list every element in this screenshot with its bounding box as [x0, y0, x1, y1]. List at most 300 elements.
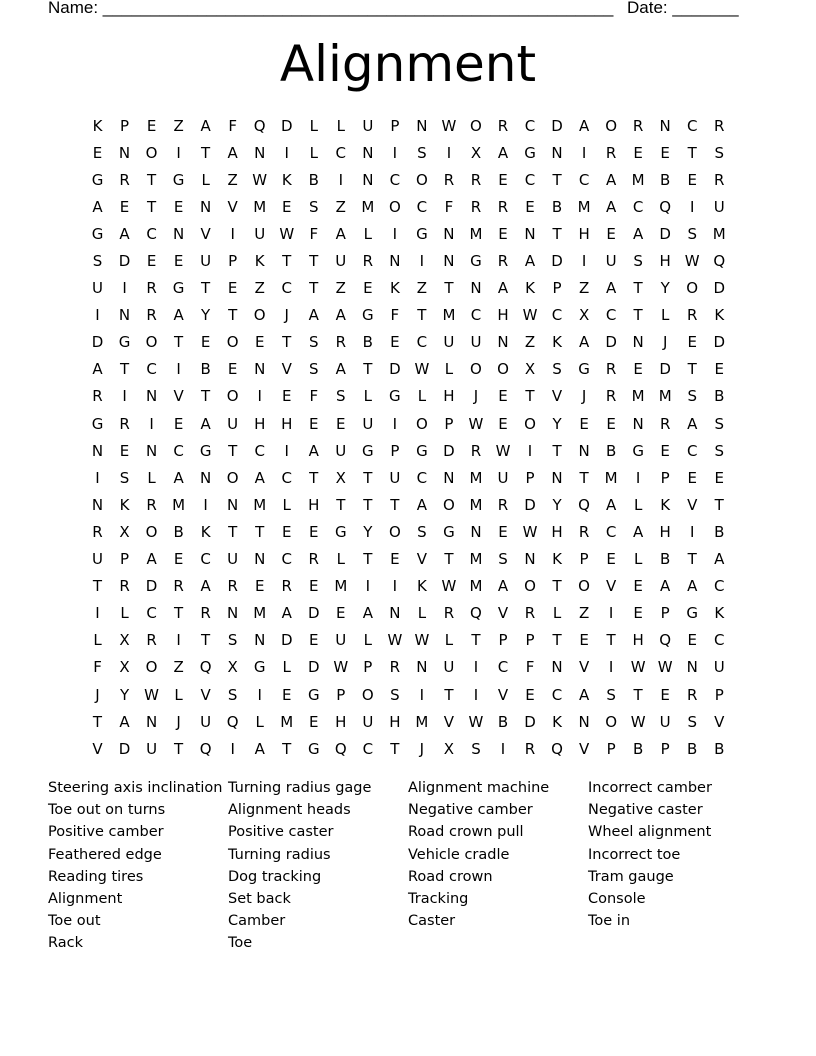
grid-letter: R [686, 685, 698, 704]
grid-letter: O [145, 333, 158, 352]
grid-letter: P [120, 116, 130, 135]
grid-letter: S [714, 143, 724, 162]
grid-letter: I [365, 577, 371, 596]
grid-letter: N [497, 333, 509, 352]
grid-letter: X [470, 143, 482, 162]
grid-letter: U [713, 658, 725, 677]
grid-letter: C [146, 360, 157, 379]
grid-letter: C [551, 685, 563, 704]
grid-letter: X [335, 468, 346, 487]
grid-letter: B [714, 387, 725, 406]
grid-letter: L [633, 495, 643, 514]
grid-letter: R [227, 577, 238, 596]
grid-letter: M [604, 468, 618, 487]
grid-letter: I [284, 441, 289, 460]
grid-letter: P [444, 414, 454, 433]
grid-letter: E [146, 116, 157, 135]
grid-letter: T [390, 739, 400, 758]
grid-letter: D [280, 116, 293, 135]
grid-letter: P [525, 631, 535, 650]
word-bank-item: Feathered edge [48, 846, 162, 863]
grid-letter: I [176, 631, 181, 650]
word-bank-item: Steering axis inclination [48, 780, 223, 796]
grid-letter: T [119, 360, 130, 379]
grid-letter: R [497, 252, 509, 271]
grid-letter: H [443, 387, 455, 406]
grid-letter: C [146, 604, 157, 623]
grid-letter: N [145, 712, 158, 731]
grid-letter: E [309, 631, 319, 650]
grid-letter: I [419, 685, 425, 704]
grid-letter: G [199, 441, 212, 460]
grid-letter: V [92, 739, 103, 758]
grid-letter: Z [335, 197, 346, 216]
grid-letter: J [284, 306, 289, 325]
grid-letter: G [416, 224, 428, 243]
grid-letter: P [606, 739, 616, 758]
grid-letter: Q [199, 658, 212, 677]
grid-letter: O [605, 712, 618, 731]
word-bank-item: Vehicle cradle [408, 846, 510, 863]
grid-letter: P [498, 631, 508, 650]
grid-letter: W [144, 685, 159, 704]
grid-letter: V [443, 712, 455, 731]
grid-letter: Q [226, 712, 239, 731]
word-bank-column [48, 777, 228, 955]
grid-letter: A [92, 197, 103, 216]
grid-letter: E [336, 414, 346, 433]
grid-letter: T [363, 550, 373, 569]
word-bank-item: Camber [228, 913, 286, 930]
grid-letter: G [470, 252, 482, 271]
grid-letter: G [253, 658, 266, 677]
grid-letter: C [713, 577, 725, 596]
grid-letter: O [497, 360, 509, 379]
grid-letter: A [119, 712, 130, 731]
grid-letter: X [578, 306, 590, 325]
grid-letter: E [579, 631, 589, 650]
grid-letter: Y [552, 495, 562, 514]
grid-letter: Q [334, 739, 347, 758]
grid-letter: T [174, 333, 184, 352]
grid-letter: E [92, 143, 103, 162]
grid-letter: R [470, 170, 482, 189]
grid-letter: K [200, 522, 211, 541]
word-bank-item: Incorrect camber [588, 780, 712, 796]
grid-letter: S [606, 685, 616, 704]
grid-letter: I [176, 143, 181, 162]
grid-letter: W [522, 522, 538, 541]
grid-letter: E [119, 441, 130, 460]
grid-letter: A [578, 333, 590, 352]
grid-letter: E [309, 414, 319, 433]
grid-letter: G [362, 441, 374, 460]
grid-letter: I [581, 252, 587, 271]
grid-letter: M [469, 577, 483, 596]
grid-letter: E [579, 414, 589, 433]
grid-letter: J [95, 685, 100, 704]
grid-letter: W [468, 414, 484, 433]
grid-letter: M [253, 604, 267, 623]
grid-letter: T [633, 306, 643, 325]
grid-letter: I [95, 468, 100, 487]
grid-letter: J [419, 739, 425, 758]
word-bank-item: Alignment [48, 891, 123, 908]
grid-letter: K [552, 333, 562, 352]
grid-letter: L [444, 631, 454, 650]
grid-letter: E [633, 577, 643, 596]
grid-letter: R [714, 170, 725, 189]
grid-letter: W [252, 170, 268, 189]
grid-letter: S [471, 739, 481, 758]
grid-letter: A [335, 360, 346, 379]
word-bank-item: Toe [228, 935, 253, 952]
grid-letter: L [336, 550, 345, 569]
grid-letter: E [173, 197, 184, 216]
grid-letter: E [687, 170, 697, 189]
grid-letter: A [578, 116, 590, 135]
grid-letter: I [149, 414, 154, 433]
grid-letter: R [714, 116, 725, 135]
grid-letter: S [390, 685, 400, 704]
grid-letter: B [173, 522, 184, 541]
grid-letter: A [687, 577, 698, 596]
grid-letter: I [284, 143, 289, 162]
grid-letter: V [281, 360, 292, 379]
grid-letter: V [200, 224, 211, 243]
grid-letter: T [201, 143, 211, 162]
grid-letter: U [362, 116, 374, 135]
grid-letter: U [659, 712, 671, 731]
grid-letter: G [632, 441, 644, 460]
grid-letter: K [714, 604, 725, 623]
grid-letter: N [443, 224, 455, 243]
grid-letter: A [605, 197, 617, 216]
grid-letter: R [443, 604, 455, 623]
grid-letter: U [389, 468, 401, 487]
grid-letter: Z [227, 170, 238, 189]
grid-letter: A [605, 279, 617, 298]
grid-letter: E [633, 143, 643, 162]
grid-letter: D [659, 360, 671, 379]
grid-letter: M [442, 306, 456, 325]
grid-letter: E [173, 550, 184, 569]
grid-letter: M [658, 387, 672, 406]
grid-letter: E [498, 387, 508, 406]
grid-letter: F [390, 306, 400, 325]
grid-letter: I [392, 577, 398, 596]
grid-letter: B [497, 712, 509, 731]
grid-letter: G [362, 306, 374, 325]
grid-letter: B [660, 170, 671, 189]
grid-letter: R [524, 739, 536, 758]
grid-letter: V [714, 712, 725, 731]
grid-letter: E [254, 577, 265, 596]
grid-letter: C [470, 306, 482, 325]
grid-letter: L [93, 631, 102, 650]
grid-letter: C [551, 306, 563, 325]
grid-letter: N [362, 143, 374, 162]
grid-letter: A [335, 306, 346, 325]
grid-letter: M [712, 224, 726, 243]
grid-letter: U [227, 414, 239, 433]
grid-letter: R [497, 197, 509, 216]
grid-letter: A [254, 468, 265, 487]
grid-letter: T [201, 387, 211, 406]
grid-letter: I [392, 224, 398, 243]
grid-letter: G [172, 170, 185, 189]
grid-letter: W [684, 252, 700, 271]
grid-letter: I [608, 604, 614, 623]
grid-letter: O [443, 495, 455, 514]
grid-letter: D [307, 658, 320, 677]
grid-letter: C [632, 197, 644, 216]
grid-letter: W [414, 631, 430, 650]
grid-letter: R [470, 441, 482, 460]
grid-letter: T [606, 631, 616, 650]
grid-letter: N [443, 252, 455, 271]
grid-letter: Z [416, 279, 428, 298]
grid-letter: A [497, 279, 509, 298]
grid-letter: B [714, 522, 725, 541]
grid-letter: N [254, 631, 266, 650]
word-bank [48, 777, 768, 955]
grid-letter: T [92, 712, 103, 731]
word-bank-item: Set back [228, 891, 291, 908]
grid-letter: O [226, 387, 239, 406]
grid-letter: H [659, 252, 671, 271]
grid-letter: V [578, 658, 590, 677]
grid-letter: W [279, 224, 295, 243]
grid-letter: T [633, 685, 643, 704]
grid-letter: I [230, 739, 235, 758]
word-bank-item: Toe out [48, 913, 101, 930]
grid-letter: H [632, 631, 644, 650]
grid-letter: I [203, 495, 208, 514]
grid-letter: T [363, 495, 373, 514]
grid-letter: C [686, 116, 698, 135]
grid-letter: T [282, 333, 292, 352]
grid-letter: E [687, 468, 697, 487]
grid-letter: V [605, 577, 617, 596]
grid-letter: I [689, 197, 695, 216]
grid-letter: L [282, 495, 291, 514]
grid-letter: S [92, 252, 103, 271]
grid-letter: P [120, 550, 130, 569]
grid-letter: W [495, 441, 511, 460]
grid-letter: W [441, 116, 457, 135]
grid-letter: I [473, 685, 479, 704]
grid-letter: W [468, 712, 484, 731]
grid-letter: O [145, 658, 158, 677]
grid-letter: R [443, 170, 455, 189]
grid-letter: N [200, 197, 212, 216]
grid-letter: N [632, 333, 644, 352]
grid-letter: D [605, 333, 617, 352]
grid-letter: O [578, 577, 590, 596]
grid-letter: W [387, 631, 403, 650]
grid-letter: R [308, 550, 319, 569]
grid-letter: R [659, 414, 671, 433]
grid-letter: W [630, 712, 646, 731]
grid-letter: K [660, 495, 671, 514]
grid-letter: O [361, 685, 374, 704]
grid-letter: N [578, 712, 590, 731]
grid-letter: T [174, 739, 184, 758]
name-field-label: Name: ______________________________________________________ [48, 0, 614, 17]
grid-letter: C [254, 441, 265, 460]
grid-letter: E [200, 333, 211, 352]
grid-letter: N [551, 468, 563, 487]
grid-letter: F [93, 658, 102, 677]
grid-letter: E [660, 441, 670, 460]
grid-letter: R [119, 414, 130, 433]
grid-letter: E [281, 197, 292, 216]
grid-letter: C [146, 224, 157, 243]
grid-letter: D [91, 333, 104, 352]
grid-letter: G [91, 414, 104, 433]
grid-letter: S [227, 685, 238, 704]
grid-letter: V [227, 197, 238, 216]
grid-letter: V [200, 685, 211, 704]
grid-letter: I [473, 658, 479, 677]
grid-letter: I [527, 441, 533, 460]
grid-letter: I [176, 360, 181, 379]
grid-letter: K [552, 550, 562, 569]
grid-letter: E [281, 387, 292, 406]
grid-letter: Q [199, 739, 212, 758]
letter-grid [84, 112, 733, 762]
grid-letter: S [227, 631, 238, 650]
word-bank-item: Alignment machine [408, 780, 550, 796]
grid-letter: J [662, 333, 668, 352]
grid-letter: L [417, 387, 427, 406]
grid-letter: Q [253, 116, 266, 135]
grid-letter: P [363, 658, 373, 677]
grid-letter: U [254, 224, 266, 243]
grid-letter: Z [173, 116, 184, 135]
grid-letter: D [551, 116, 563, 135]
grid-letter: G [389, 387, 401, 406]
grid-letter: T [309, 279, 319, 298]
grid-letter: P [714, 685, 724, 704]
grid-letter: R [335, 333, 347, 352]
grid-letter: N [632, 414, 644, 433]
grid-letter: T [174, 604, 184, 623]
grid-letter: B [605, 441, 617, 460]
grid-letter: S [336, 387, 346, 406]
grid-letter: U [227, 550, 239, 569]
grid-letter: H [551, 522, 563, 541]
grid-letter: A [633, 224, 644, 243]
grid-letter: A [254, 739, 265, 758]
grid-letter: T [309, 252, 319, 271]
grid-letter: O [145, 143, 158, 162]
grid-letter: T [363, 468, 373, 487]
grid-letter: P [336, 685, 346, 704]
grid-letter: C [173, 441, 184, 460]
grid-letter: N [227, 604, 239, 623]
grid-letter: E [606, 414, 616, 433]
grid-letter: D [118, 739, 131, 758]
grid-letter: O [415, 414, 428, 433]
grid-letter: G [307, 739, 320, 758]
grid-letter: C [281, 279, 292, 298]
grid-letter: T [552, 577, 562, 596]
grid-letter: S [309, 333, 319, 352]
word-bank-item: Turning radius [228, 846, 331, 863]
grid-letter: O [415, 170, 428, 189]
word-bank-item: Toe in [588, 913, 631, 930]
grid-letter: E [173, 414, 184, 433]
grid-letter: V [578, 739, 590, 758]
grid-letter: R [146, 631, 157, 650]
grid-letter: S [119, 468, 130, 487]
word-bank-item: Toe out on turns [48, 802, 166, 819]
grid-letter: Q [713, 252, 726, 271]
grid-letter: M [334, 577, 348, 596]
grid-letter: W [333, 658, 349, 677]
word-bank-item: Rack [48, 935, 84, 952]
grid-letter: U [92, 550, 103, 569]
word-bank-item: Road crown [408, 868, 493, 885]
grid-letter: H [335, 712, 347, 731]
word-bank-item: Tracking [408, 891, 469, 908]
grid-letter: U [713, 197, 725, 216]
grid-letter: O [226, 333, 239, 352]
grid-letter: R [92, 522, 103, 541]
grid-letter: X [119, 658, 130, 677]
grid-letter: E [227, 360, 238, 379]
grid-letter: I [392, 414, 398, 433]
grid-letter: E [146, 252, 157, 271]
grid-letter: S [633, 252, 643, 271]
grid-letter: C [335, 143, 347, 162]
grid-letter: N [145, 387, 158, 406]
grid-letter: C [524, 170, 536, 189]
grid-letter: R [200, 604, 211, 623]
grid-letter: K [525, 279, 535, 298]
grid-letter: N [686, 658, 698, 677]
grid-letter: P [390, 116, 400, 135]
grid-letter: T [687, 143, 697, 162]
grid-letter: Z [578, 604, 590, 623]
grid-letter: I [635, 468, 641, 487]
grid-letter: U [497, 468, 509, 487]
word-bank-item: Negative caster [588, 802, 703, 819]
grid-letter: I [608, 658, 614, 677]
grid-letter: E [714, 360, 724, 379]
grid-letter: L [363, 224, 372, 243]
grid-letter: J [581, 387, 587, 406]
grid-letter: U [443, 333, 455, 352]
grid-letter: N [524, 550, 536, 569]
grid-letter: Z [254, 279, 265, 298]
grid-letter: C [416, 468, 428, 487]
grid-letter: T [471, 631, 481, 650]
grid-letter: K [552, 712, 562, 731]
grid-letter: Z [335, 279, 346, 298]
grid-letter: T [228, 441, 238, 460]
grid-letter: D [551, 252, 563, 271]
grid-letter: R [173, 577, 184, 596]
grid-letter: W [414, 360, 430, 379]
grid-letter: C [416, 197, 428, 216]
grid-letter: O [524, 577, 536, 596]
grid-letter: P [552, 279, 562, 298]
grid-letter: E [336, 604, 346, 623]
grid-letter: S [309, 360, 319, 379]
